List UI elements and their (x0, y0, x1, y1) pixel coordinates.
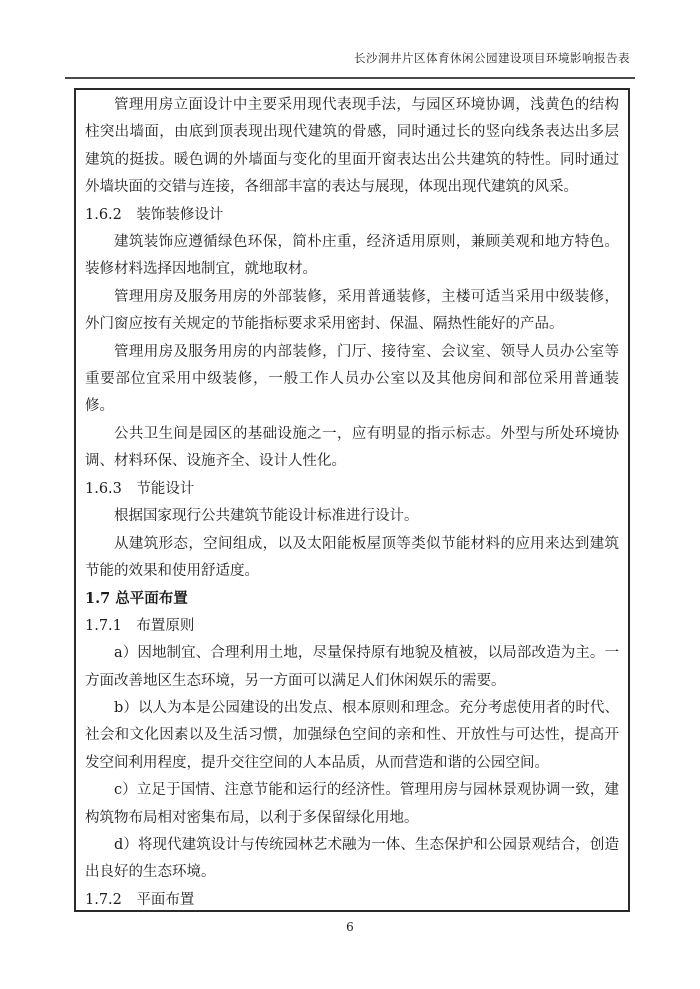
page-number: 6 (346, 920, 354, 934)
section-heading: 1.7.2 平面布置 (85, 891, 195, 908)
body-paragraph: 管理用房及服务用房的内部装修，门厅、接待室、会议室、领导人员办公室等重要部位宜采用中级装修，一般工作人员办公室以及其他房间和部位采用普通装修。 (85, 343, 619, 415)
page-header (65, 50, 630, 66)
body-paragraph: c）立足于国情、注意节能和运行的经济性。管理用房与园林景观协调一致，建构筑物布局相对密集布局，以利于多保留绿化用地。 (85, 782, 619, 826)
body-paragraph: 从建筑形态，空间组成，以及太阳能板屋顶等类似节能材料的应用来达到建筑节能的效果和使用舒适度。 (85, 535, 619, 579)
content-box (74, 88, 630, 912)
body-paragraph: 管理用房立面设计中主要采用现代表现手法，与园区环境协调，浅黄色的结构柱突出墙面，由底到顶表现出现代建筑的骨感，同时通过长的竖向线条表达出多层建筑的挺拔。暖色调的外墙面与变化的里面开窗表达出公共建筑的特性。同时通过外墙块面的交错与连接，各细部丰富的表达与展现，体现出现代建筑的风采。 (85, 97, 619, 196)
body-paragraph: b）以人为本是公园建设的出发点、根本原则和理念。充分考虑使用者的时代、社会和文化因素以及生活习惯，加强绿色空间的亲和性、开放性与可达性，提高开发空间利用程度，提升交往空间的人本品质，从而营造和谐的公园空间。 (85, 699, 619, 771)
section-heading: 1.7 总平面布置 (85, 590, 188, 608)
body-paragraph: d）将现代建筑设计与传统园林艺术融为一体、生态保护和公园景观结合，创造出良好的生态环境。 (85, 836, 619, 881)
body-paragraph: 管理用房及服务用房的外部装修，采用普通装修，主楼可适当采用中级装修，外门窗应按有关规定的节能指标要求采用密封、保温、隔热性能好的产品。 (85, 288, 619, 333)
body-paragraph: 公共卫生间是园区的基础设施之一，应有明显的指示标志。外型与所处环境协调、材料环保、设施齐全、设计人性化。 (85, 425, 619, 470)
body-paragraph: 建筑装饰应遵循绿色环保，简朴庄重，经济适用原则，兼顾美观和地方特色。装修材料选择因地制宜，就地取材。 (85, 234, 619, 278)
section-heading: 1.6.3 节能设计 (85, 480, 195, 497)
body-paragraph: a）因地制宜、合理利用土地，尽量保持原有地貌及植被，以局部改造为主。一方面改善地区生态环境，另一方面可以满足人们休闲娱乐的需要。 (85, 645, 619, 689)
header-rule (65, 77, 635, 79)
section-heading: 1.7.1 布置原则 (85, 617, 195, 634)
body-paragraph: 根据国家现行公共建筑节能设计标准进行设计。 (114, 508, 419, 525)
report-header-title: 长沙洞井片区体育休闲公园建设项目环境影响报告表 (354, 51, 630, 65)
section-heading: 1.6.2 装饰装修设计 (85, 206, 224, 223)
